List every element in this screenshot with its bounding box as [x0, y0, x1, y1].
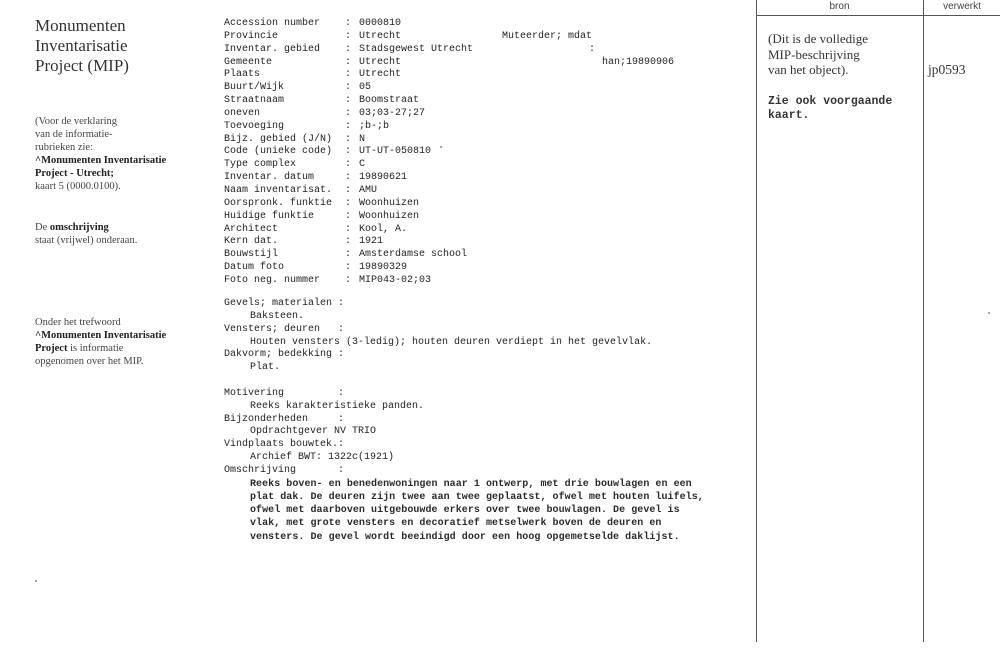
field-colon: : — [345, 56, 352, 68]
note-text: De — [35, 222, 50, 233]
gevels-value: Baksteen. — [250, 310, 305, 322]
bron-description — [768, 31, 918, 78]
field-row — [224, 134, 744, 147]
bron-line: MIP-beschrijving — [768, 46, 860, 62]
field-value: Stadsgewest Utrecht — [359, 43, 474, 55]
field-label: Bouwstijl — [224, 249, 279, 261]
vindplaats-label: Vindplaats bouwtek.: — [224, 439, 345, 451]
mip-title — [35, 16, 215, 76]
field-row — [224, 57, 744, 70]
field-colon: : — [345, 146, 352, 158]
note-line: van de informatie- — [35, 129, 113, 140]
field-label: Bijz. gebied (J/N) — [224, 133, 333, 145]
dakvorm-label: Dakvorm; bedekking : — [224, 349, 345, 361]
field-value: UT-UT-050810 — [359, 146, 432, 158]
note-reference: ^Monumenten Inventarisatie — [35, 155, 167, 166]
description-line: ofwel met daarboven uitgebouwde erkers over twee bouwlagen. De gevel is — [250, 505, 680, 517]
field-value: Utrecht — [359, 56, 402, 68]
field-colon: : — [345, 223, 352, 235]
field-colon: : — [345, 262, 352, 274]
omschrijving-text — [224, 478, 730, 544]
field-label: Straatnaam — [224, 95, 285, 107]
field-label: Datum foto — [224, 262, 285, 274]
field-row — [224, 69, 744, 82]
description-line: plat dak. De deuren zijn twee aan twee geplaatst, ofwel met houten luifels, — [250, 492, 704, 504]
field-colon: : — [345, 184, 352, 196]
motivering-value: Reeks karakteristieke panden. — [250, 400, 425, 412]
field-colon: : — [345, 120, 352, 132]
bron-header: bron — [829, 1, 850, 12]
field-row — [224, 31, 744, 44]
field-row — [224, 44, 744, 57]
header-divider — [756, 15, 1000, 16]
bijzonderheden-label: Bijzonderheden : — [224, 413, 345, 425]
field-row — [224, 236, 744, 249]
field-colon: : — [345, 30, 352, 42]
description-line: vensters. De gevel wordt beeindigd door een hoog opgemetselde daklijst. — [250, 531, 680, 543]
field-value: Amsterdamse school — [359, 249, 468, 261]
field-label: Accession number — [224, 18, 321, 29]
field-colon: : — [345, 95, 352, 107]
verwerkt-column-divider — [923, 0, 924, 642]
vensters-value: Houten vensters (3-ledig); houten deuren verdiept in het gevelvlak. — [250, 336, 653, 348]
description-note — [35, 221, 215, 247]
record-sections — [224, 298, 754, 544]
keyword-note — [35, 316, 215, 368]
field-value: 0000810 — [359, 18, 402, 29]
verwerkt-header: verwerkt — [943, 1, 981, 12]
field-value: MIP043-02;03 — [359, 274, 432, 286]
motivering-label: Motivering : — [224, 387, 345, 399]
field-colon: : — [345, 107, 352, 119]
bron-note-line: kaart. — [768, 109, 810, 122]
field-value: 19890621 — [359, 172, 408, 184]
note-line: (Voor de verklaring — [35, 116, 118, 127]
scan-speck — [988, 312, 990, 314]
scan-speck — [440, 146, 442, 148]
field-value: 03;03-27;27 — [359, 107, 426, 119]
bron-note — [768, 95, 918, 123]
bron-column-divider — [756, 0, 757, 642]
field-value: Utrecht — [359, 69, 402, 81]
field-row — [224, 198, 744, 211]
field-row — [224, 224, 744, 237]
field-value: 1921 — [359, 236, 384, 248]
field-colon: : — [345, 82, 352, 94]
note-line: opgenomen over het MIP. — [35, 356, 144, 367]
field-row — [224, 159, 744, 172]
description-line: vlak, met grote vensters en decoratief metselwerk boven de deuren en — [250, 518, 662, 530]
field-colon: : — [589, 43, 596, 55]
field-colon: : — [345, 172, 352, 184]
field-label: Muteerder; mdat — [502, 30, 593, 42]
field-list — [224, 18, 744, 288]
field-value: Woonhuizen — [359, 210, 420, 222]
field-value: ;b-;b — [359, 120, 390, 132]
field-colon: : — [345, 249, 352, 261]
field-value: Kool, A. — [359, 223, 408, 235]
field-colon: : — [345, 159, 352, 171]
field-label: oneven — [224, 107, 261, 119]
omschrijving-label: Omschrijving : — [224, 464, 345, 476]
note-reference: Project - Utrecht; — [35, 168, 114, 179]
bron-line: van het object). — [768, 62, 849, 77]
title-line-1: Monumenten — [35, 16, 126, 35]
field-colon: : — [345, 133, 352, 145]
field-label: Code (unieke code) — [224, 146, 333, 158]
field-row — [224, 249, 744, 262]
field-row — [224, 146, 744, 159]
field-label: Naam inventarisat. — [224, 184, 333, 196]
field-label: Foto neg. nummer — [224, 274, 321, 286]
field-colon: : — [345, 43, 352, 55]
field-colon: : — [345, 18, 352, 29]
field-value: AMU — [359, 184, 378, 196]
note-line: rubrieken zie: — [35, 142, 94, 153]
bron-note-line: Zie ook voorgaande — [768, 95, 893, 108]
field-row — [224, 121, 744, 134]
field-colon: : — [345, 69, 352, 81]
bron-line: (Dit is de volledige — [768, 31, 869, 46]
field-label: Oorspronk. funktie — [224, 197, 333, 209]
note-reference: Project — [35, 343, 68, 354]
field-colon: : — [345, 236, 352, 248]
note-text: is informatie — [67, 343, 124, 354]
field-label: Architect — [224, 223, 279, 235]
field-value: han;19890906 — [602, 56, 675, 68]
description-line: Reeks boven- en benedenwoningen naar 1 ontwerp, met drie bouwlagen en een — [250, 478, 692, 490]
field-colon: : — [345, 274, 352, 286]
field-label: Huidige funktie — [224, 210, 315, 222]
field-colon: : — [345, 210, 352, 222]
field-label: Inventar. gebied — [224, 43, 321, 55]
field-row — [224, 275, 744, 288]
field-label: Toevoeging — [224, 120, 285, 132]
verwerkt-value: jp0593 — [928, 62, 966, 77]
field-label: Provincie — [224, 30, 279, 42]
field-label: Inventar. datum — [224, 172, 315, 184]
vensters-label: Vensters; deuren : — [224, 323, 345, 335]
field-value: C — [359, 159, 366, 171]
field-value: 19890329 — [359, 262, 408, 274]
field-label: Buurt/Wijk — [224, 82, 285, 94]
field-row — [224, 262, 744, 275]
note-line: kaart 5 (0000.0100). — [35, 181, 121, 192]
note-line: Onder het trefwoord — [35, 317, 121, 328]
field-label: Type complex — [224, 159, 297, 171]
gevels-label: Gevels; materialen : — [224, 298, 345, 309]
field-row — [224, 108, 744, 121]
vindplaats-value: Archief BWT: 1322c(1921) — [250, 452, 395, 464]
field-row — [224, 185, 744, 198]
field-value: N — [359, 133, 366, 145]
field-value: 05 — [359, 82, 372, 94]
title-line-2: Inventarisatie — [35, 36, 128, 55]
dakvorm-value: Plat. — [250, 362, 281, 374]
note-line: staat (vrijwel) onderaan. — [35, 235, 138, 246]
note-keyword: omschrijving — [49, 222, 109, 233]
field-row — [224, 95, 744, 108]
field-row — [224, 211, 744, 224]
field-colon: : — [345, 197, 352, 209]
record-fields — [224, 18, 744, 288]
field-label: Plaats — [224, 69, 261, 81]
field-value: Boomstraat — [359, 95, 420, 107]
title-line-3: Project (MIP) — [35, 56, 129, 75]
note-reference: ^Monumenten Inventarisatie — [35, 330, 167, 341]
field-value: Woonhuizen — [359, 197, 420, 209]
field-value: Utrecht — [359, 30, 402, 42]
field-row — [224, 82, 744, 95]
field-label: Gemeente — [224, 56, 273, 68]
field-label: Kern dat. — [224, 236, 279, 248]
field-row — [224, 172, 744, 185]
bijzonderheden-value: Opdrachtgever NV TRIO — [250, 426, 377, 438]
scan-speck — [35, 580, 37, 582]
field-row — [224, 18, 744, 31]
explanation-note — [35, 115, 215, 193]
